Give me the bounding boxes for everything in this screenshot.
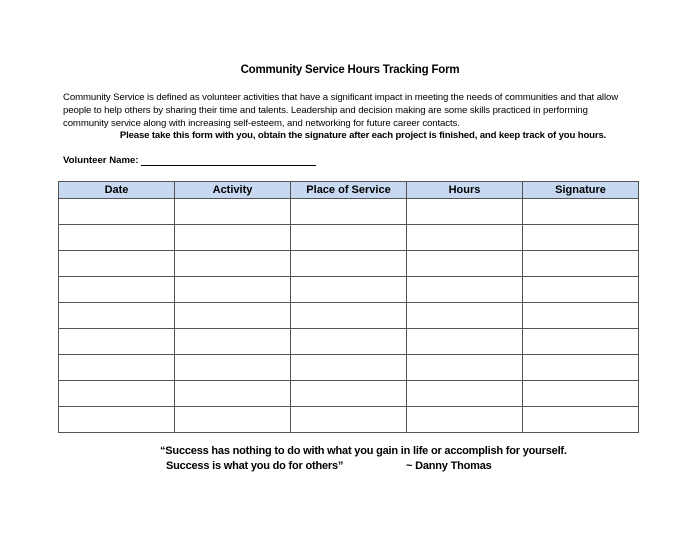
table-cell[interactable] — [175, 277, 291, 303]
table-row — [59, 329, 639, 355]
table-cell[interactable] — [291, 277, 407, 303]
table-cell[interactable] — [59, 407, 175, 433]
table-cell[interactable] — [523, 355, 639, 381]
table-cell[interactable] — [407, 251, 523, 277]
table-cell[interactable] — [407, 355, 523, 381]
table-cell[interactable] — [523, 225, 639, 251]
quote-line-2-text: Success is what you do for others” — [166, 460, 344, 472]
table-cell[interactable] — [523, 199, 639, 225]
table-cell[interactable] — [59, 225, 175, 251]
table-cell[interactable] — [291, 355, 407, 381]
volunteer-name-label: Volunteer Name: — [63, 155, 139, 166]
table-cell[interactable] — [407, 329, 523, 355]
quote-line-1: “Success has nothing to do with what you gain in life or accomplish for yourself. — [160, 445, 567, 457]
table-row — [59, 277, 639, 303]
table-cell[interactable] — [407, 303, 523, 329]
table-cell[interactable] — [407, 277, 523, 303]
table-row — [59, 303, 639, 329]
quote — [160, 444, 567, 474]
table-cell[interactable] — [291, 225, 407, 251]
table-cell[interactable] — [175, 355, 291, 381]
table-cell[interactable] — [175, 199, 291, 225]
table-row — [59, 407, 639, 433]
table-cell[interactable] — [291, 329, 407, 355]
hours-table — [58, 181, 639, 433]
table-cell[interactable] — [291, 381, 407, 407]
intro-paragraph: Community Service is defined as volunteer activities that have a significant impact in meeting the needs of communities and that allow people to help others by sharing their time and talents. Leadership and decision making are some skills practiced in performing community service along with increasing self-esteem, and networking for future career contacts. — [63, 92, 619, 129]
table-cell[interactable] — [523, 277, 639, 303]
table-cell[interactable] — [59, 277, 175, 303]
form-title: Community Service Hours Tracking Form — [240, 64, 460, 76]
table-row — [59, 355, 639, 381]
table-cell[interactable] — [291, 303, 407, 329]
table-cell[interactable] — [175, 251, 291, 277]
quote-line-2 — [160, 459, 567, 474]
table-cell[interactable] — [291, 199, 407, 225]
table-cell[interactable] — [175, 303, 291, 329]
quote-author: ~ Danny Thomas — [406, 460, 492, 472]
volunteer-name-field[interactable] — [141, 155, 316, 166]
table-cell[interactable] — [407, 225, 523, 251]
table-row — [59, 225, 639, 251]
column-header-activity: Activity — [175, 182, 291, 199]
table-cell[interactable] — [523, 381, 639, 407]
table-row — [59, 199, 639, 225]
volunteer-name-row — [63, 155, 316, 166]
table-cell[interactable] — [407, 381, 523, 407]
table-cell[interactable] — [291, 251, 407, 277]
table-cell[interactable] — [59, 303, 175, 329]
table-cell[interactable] — [523, 251, 639, 277]
table-cell[interactable] — [523, 303, 639, 329]
table-cell[interactable] — [175, 381, 291, 407]
instruction-text: Please take this form with you, obtain the signature after each project is finished, and keep track of you hours. — [119, 130, 607, 141]
column-header-hours: Hours — [407, 182, 523, 199]
table-cell[interactable] — [59, 199, 175, 225]
table-cell[interactable] — [523, 407, 639, 433]
column-header-signature: Signature — [523, 182, 639, 199]
table-cell[interactable] — [175, 407, 291, 433]
table-row — [59, 381, 639, 407]
table-header-row — [59, 182, 639, 199]
table-cell[interactable] — [407, 407, 523, 433]
column-header-date: Date — [59, 182, 175, 199]
column-header-place: Place of Service — [291, 182, 407, 199]
table-cell[interactable] — [59, 251, 175, 277]
table-cell[interactable] — [175, 329, 291, 355]
table-cell[interactable] — [407, 199, 523, 225]
table-cell[interactable] — [523, 329, 639, 355]
table-cell[interactable] — [291, 407, 407, 433]
table-cell[interactable] — [59, 329, 175, 355]
table-cell[interactable] — [175, 225, 291, 251]
table-cell[interactable] — [59, 355, 175, 381]
table-cell[interactable] — [59, 381, 175, 407]
table-row — [59, 251, 639, 277]
